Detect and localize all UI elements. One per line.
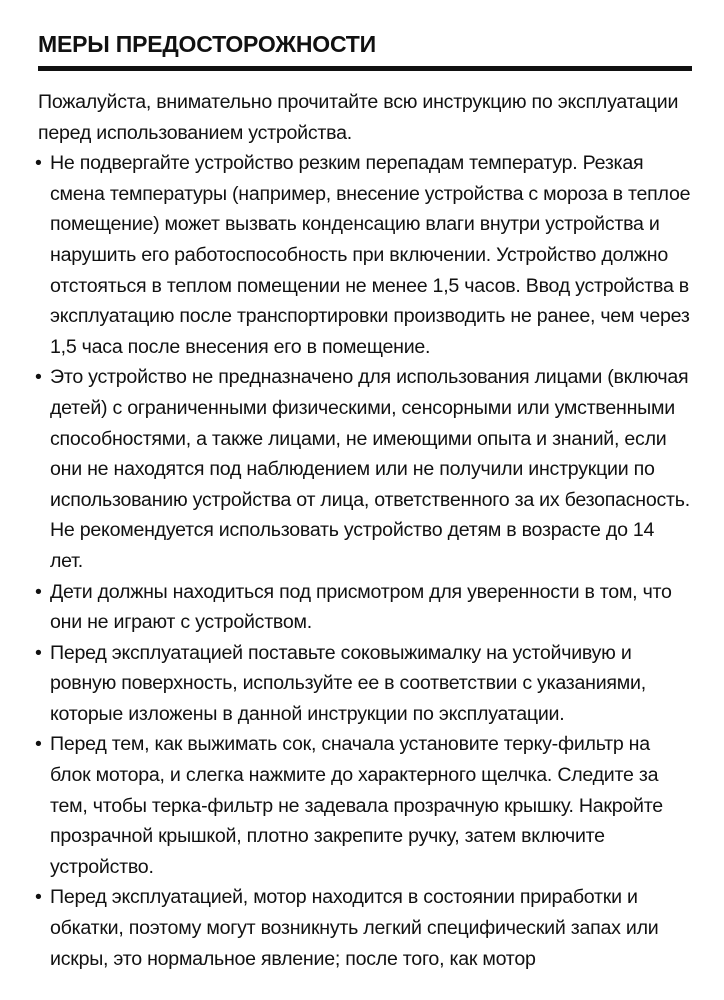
- bullet-icon: •: [35, 152, 42, 175]
- section-body: [35, 87, 692, 974]
- list-item-text: Дети должны находиться под присмотром для уверенности в том, что они не играют с устройством.: [50, 580, 672, 634]
- list-item-text: Не подвергайте устройство резким перепадам температур. Резкая смена температуры (например, внесение устройства с мороза в теплое помещение) может вызвать конденсацию влаги внутри устройства и нарушить его работоспособность при включении. Устройство должно отстояться в теплом помещении не менее 1,5 часов. Ввод устройства в эксплуатацию после транспортировки производить не ранее, чем через 1,5 часа после внесения его в помещение.: [50, 152, 691, 358]
- bullet-icon: •: [35, 886, 42, 909]
- list-item-text: Перед эксплуатацией поставьте соковыжималку на устойчивую и ровную поверхность, используйте ее в соответствии с указаниями, которые изложены в данной инструкции по эксплуатации.: [50, 641, 646, 725]
- bullet-icon: •: [35, 580, 42, 603]
- list-item: [35, 638, 692, 730]
- list-item: [35, 577, 692, 638]
- list-item: [35, 729, 692, 882]
- list-item-text: Перед эксплуатацией, мотор находится в состоянии приработки и обкатки, поэтому могут возникнуть легкий специфический запах или искры, это нормальное явление; после того, как мотор: [50, 886, 659, 970]
- bullet-icon: •: [35, 366, 42, 389]
- bullet-icon: •: [35, 641, 42, 664]
- precautions-list: [35, 148, 692, 974]
- list-item: [35, 362, 692, 576]
- list-item-text: Перед тем, как выжимать сок, сначала установите терку-фильтр на блок мотора, и слегка нажмите до характерного щелчка. Следите за тем, чтобы терка-фильтр не задевала прозрачную крышку. Накройте прозрачной крышкой, плотно закрепите ручку, затем включите устройство.: [50, 733, 663, 878]
- section-title: МЕРЫ ПРЕДОСТОРОЖНОСТИ: [38, 26, 692, 71]
- document-page: [35, 26, 692, 974]
- bullet-icon: •: [35, 733, 42, 756]
- list-item: [35, 882, 692, 974]
- list-item: [35, 148, 692, 362]
- intro-paragraph: Пожалуйста, внимательно прочитайте всю инструкцию по эксплуатации перед использованием устройства.: [38, 91, 679, 144]
- list-item-text: Это устройство не предназначено для использования лицами (включая детей) с ограниченными физическими, сенсорными или умственными способностями, а также лицами, не имеющими опыта и знаний, если они не находятся под наблюдением или не получили инструкции по использованию устройства от лица, ответственного за их безопасность. Не рекомендуется использовать устройство детям в возрасте до 14 лет.: [50, 366, 690, 572]
